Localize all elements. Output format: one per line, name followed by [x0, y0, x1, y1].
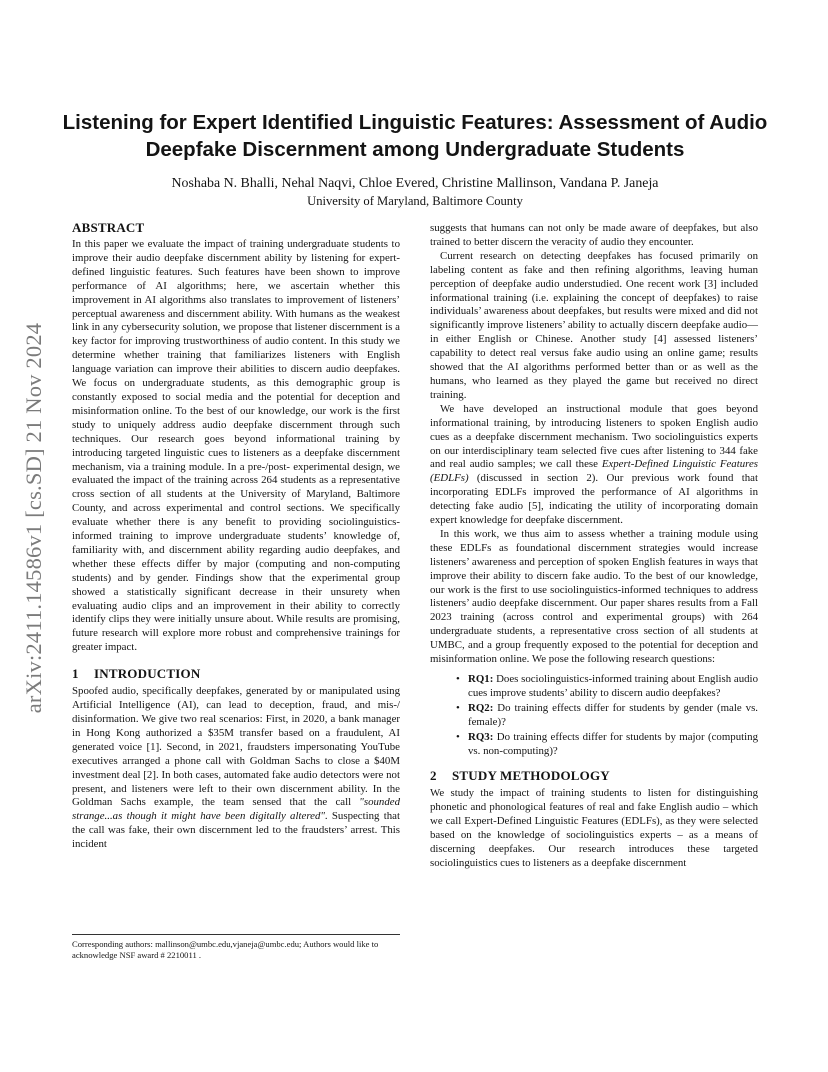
author-list: Noshaba N. Bhalli, Nehal Naqvi, Chloe Evered, Christine Mallinson, Vandana P. Janeja [171, 176, 659, 191]
intro-p3-text: We have developed an instructional module that goes beyond informational training, by introducing listeners to spoken English audio cues as a deepfake discernment mechanism. Two sociolinguistics experts on our interdisciplinary team selected five cues after listening to 344 fake and real audio samples; we call these [430, 402, 758, 471]
intro-paragraph-1 [72, 685, 400, 852]
section-number: 1 [72, 666, 79, 682]
bullet-icon: • [456, 730, 460, 743]
research-questions-list [430, 673, 758, 758]
list-item [456, 731, 758, 759]
paper-title: Listening for Expert Identified Linguistic Features: Assessment of Audio Deepfake Discernment among Undergraduate Students [62, 111, 768, 161]
arxiv-sidebar [14, 268, 54, 768]
intro-text: Spoofed audio, specifically deepfakes, generated by or manipulated using Artificial Intelligence (AI), can lead to deception, fraud, and mis-/ disinformation. We give two real scenarios: First, in 2020, a bank manager in Hong Kong authorized a $35M transfer based on a fraudulent, AI generated voice [1]. Second, in 2021, fraudsters impersonating YouTube executives arranged a phone call with Goldman Sachs to close a $40M investment deal [2]. In both cases, automated fake audio detectors were not present, and listeners were left to their own discernment ability. In the Goldman Sachs example, the team sensed that the call [72, 685, 400, 809]
rq-text: Do training effects differ for students by gender (male vs. female)? [468, 701, 758, 728]
list-item [456, 673, 758, 701]
abstract-heading: ABSTRACT [72, 220, 145, 235]
intro-quote: "sounded strange...as though it might have been digitally altered" [72, 796, 400, 823]
affiliation: University of Maryland, Baltimore County [307, 194, 523, 208]
rq-label: RQ2: [468, 701, 494, 714]
methodology-heading [430, 767, 758, 784]
intro-paragraph-3 [430, 403, 758, 528]
section-number: 2 [430, 768, 437, 784]
intro-paragraph-1-continuation: suggests that humans can not only be made aware of deepfakes, but also trained to better discern the veracity of audio they encounter. [430, 222, 758, 248]
footnote: Corresponding authors: mallinson@umbc.edu,vjaneja@umbc.edu; Authors would like to acknowledge NSF award # 2210011 . [72, 934, 400, 961]
bullet-icon: • [456, 673, 460, 685]
section-title: STUDY METHODOLOGY [452, 768, 610, 784]
rq-label: RQ3: [468, 730, 494, 743]
arxiv-identifier: arXiv:2411.14586v1 [cs.SD] 21 Nov 2024 [21, 322, 46, 714]
introduction-heading [72, 665, 400, 682]
methodology-paragraph-1: We study the impact of training students to listen for distinguishing phonetic and phonological features of real and fake English audio – which we call Expert-Defined Linguistic Features (EDLFs), as they were selected based on the knowledge of sociolinguistics experts – as a means of discerning deepfakes. Our research introduces these targeted sociolinguistics cues to listeners as a deepfake discernment [430, 787, 758, 869]
intro-paragraph-2: Current research on detecting deepfakes has focused primarily on labeling content as fake and then refining algorithms, leaving human perception of deepfake audio understudied. One recent work [3] included informational training (i.e. explaining the concept of deepfakes) to raise individuals’ awareness about deepfakes, but results were mixed and did not significantly improve listeners’ ability to actually discern deepfake audio—in either English or Chinese. Another study [4] assessed listeners’ capability to detect real versus fake audio using an online game; results showed that the AI algorithms performed better than or as well as the humans, who learned as they played the game but received no direct training. [430, 249, 758, 401]
intro-paragraph-4: In this work, we thus aim to assess whether a training module using these EDLFs as foundational discernment strategies would increase listeners’ awareness and perception of spoken English features in ways that improve their ability to discern fake audio. To the best of our knowledge, our work is the first to use sociolinguistics-informed techniques to address listeners’ audio deepfake discernment. Our paper shares results from a Fall 2023 training (across control and experimental groups) with 264 undergraduate students, a representative cross section of all students at UMBC, and a group frequently exposed to the potential for deception and misinformation online. We pose the following research questions: [430, 527, 758, 666]
edlf-term: Expert-Defined Linguistic Features (EDLFs) [430, 458, 758, 485]
rq-label: RQ1: [468, 673, 494, 685]
bullet-icon: • [456, 701, 460, 714]
list-item [456, 702, 758, 730]
abstract-text: In this paper we evaluate the impact of training undergraduate students to improve their audio deepfake discernment ability by listening for expert-defined linguistic features. Such features have been shown to improve performance of AI algorithms; here, we ascertain whether this improvement in AI algorithms also translates to improvement of listeners’ perceptual awareness and discernment ability. With humans as the weakest link in any cybersecurity solution, we propose that listener discernment is a key factor for improving trustworthiness of audio content. In this study we determine whether training that familiarizes listeners with English language variation can improve their abilities to discern audio deepfakes. We focus on undergraduate students, as this demographic group is constantly exposed to social media and the potential for deception and misinformation online. To the best of our knowledge, our work is the first study to uniquely address audio deepfake discernment through such techniques. Our research goes beyond informational training by introducing targeted linguistic cues to listeners as a deepfake discernment mechanism, via a training module. In a pre-/post- experimental design, we evaluated the impact of the training across 264 students as a representative cross section of all students at the University of Maryland, Baltimore County, and across experimental and control sections. We specifically evaluate whether there is any benefit to providing sociolinguistics-informed training to improve undergraduate students’ knowledge of, familiarity with, and discernment ability regarding audio deepfakes, and whether these effects differ by major (computing and non-computing students) and by gender. Findings show that the experimental group showed a statistically significant decrease in their unsurety when evaluating audio clips and an improvement in their ability to correctly identify clips they were initially unsure about. While results are promising, future research will explore more robust and comprehensive trainings for greater impact. [72, 238, 400, 654]
rq-text: Do training effects differ for students by major (computing vs. non-computing)? [468, 730, 758, 757]
intro-p3-text-continued: (discussed in section 2). Our previous work found that incorporating EDLFs improved the performance of AI algorithms in detecting fake audio [5], indicating the utility of incorporating domain expert knowledge for deepfake discernment. [430, 472, 758, 527]
section-title: INTRODUCTION [94, 666, 201, 682]
rq-text: Does sociolinguistics-informed training about English audio cues improve students’ ability to discern audio deepfakes? [468, 673, 758, 699]
intro-text-continued: . Suspecting that the call was fake, their own discernment led to the fraudsters’ arrest. This incident [72, 810, 401, 851]
left-column [72, 219, 400, 852]
right-column [430, 222, 758, 871]
